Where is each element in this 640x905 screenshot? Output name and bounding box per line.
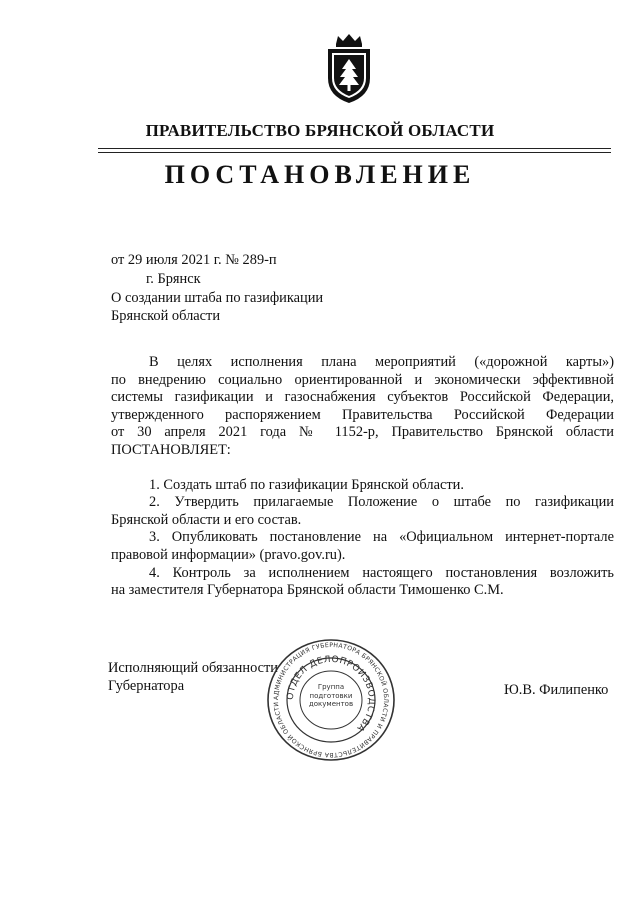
preamble-line: В целях исполнения плана мероприятий («дорожной карты») <box>149 354 614 370</box>
signatory-name: Ю.В. Филипенко <box>504 682 609 698</box>
signatory-position-line: Исполняющий обязанности <box>108 660 279 676</box>
item-line: Брянской области и его состав. <box>111 511 302 528</box>
preamble-line: ПОСТАНОВЛЯЕТ: <box>111 441 231 458</box>
document-subject <box>111 290 323 325</box>
document-date-number: от 29 июля 2021 г. № 289-п <box>111 252 277 268</box>
stamp-outer-text: АДМИНИСТРАЦИЯ ГУБЕРНАТОРА БРЯНСКОЙ ОБЛАСТИ И ПРАВИТЕЛЬСТВА БРЯНСКОЙ ОБЛАСТИ <box>272 641 390 759</box>
item-line: 2. Утвердить прилагаемые Положение о штабе по газификации <box>149 494 614 511</box>
paragraph-gap <box>111 460 614 477</box>
item-line: правовой информации» (pravo.gov.ru). <box>111 546 346 563</box>
item-line: на заместителя Губернатора Брянской области Тимошенко С.М. <box>111 582 504 599</box>
office-stamp <box>264 637 398 763</box>
coat-of-arms-emblem <box>320 32 378 106</box>
item-line: 3. Опубликовать постановление на «Официальном интернет-портале <box>149 529 614 546</box>
organization-title: ПРАВИТЕЛЬСТВО БРЯНСКОЙ ОБЛАСТИ <box>145 121 495 140</box>
preamble-line: системы газификации и газоснабжения субъектов Российской Федерации, <box>111 389 614 406</box>
item-line: 4. Контроль за исполнением настоящего постановления возложить <box>149 564 614 581</box>
signatory-position <box>108 660 278 695</box>
subject-line: Брянской области <box>111 307 221 324</box>
signatory-position-line: Губернатора <box>108 677 185 694</box>
stamp-ring-text: ОТДЕЛ ДЕЛОПРОИЗВОДСТВА <box>285 654 377 734</box>
header-rule-thin <box>98 152 611 153</box>
header-rule-thick <box>98 148 611 149</box>
document-type-title: ПОСТАНОВЛЕНИЕ <box>164 160 476 189</box>
stamp-center-text: Группа подготовки документов <box>308 683 354 708</box>
document-body <box>111 354 614 600</box>
item-line: 1. Создать штаб по газификации Брянской области. <box>149 476 464 493</box>
subject-line: О создании штаба по газификации <box>111 290 324 306</box>
preamble-line: утвержденного распоряжением Правительства Российской Федерации <box>111 406 614 423</box>
document-city: г. Брянск <box>146 271 201 287</box>
preamble-line: от 30 апреля 2021 года № 1152-р, Правительство Брянской области <box>111 424 614 441</box>
preamble-line: по внедрению социально ориентированной и экономически эффективной <box>111 371 614 388</box>
